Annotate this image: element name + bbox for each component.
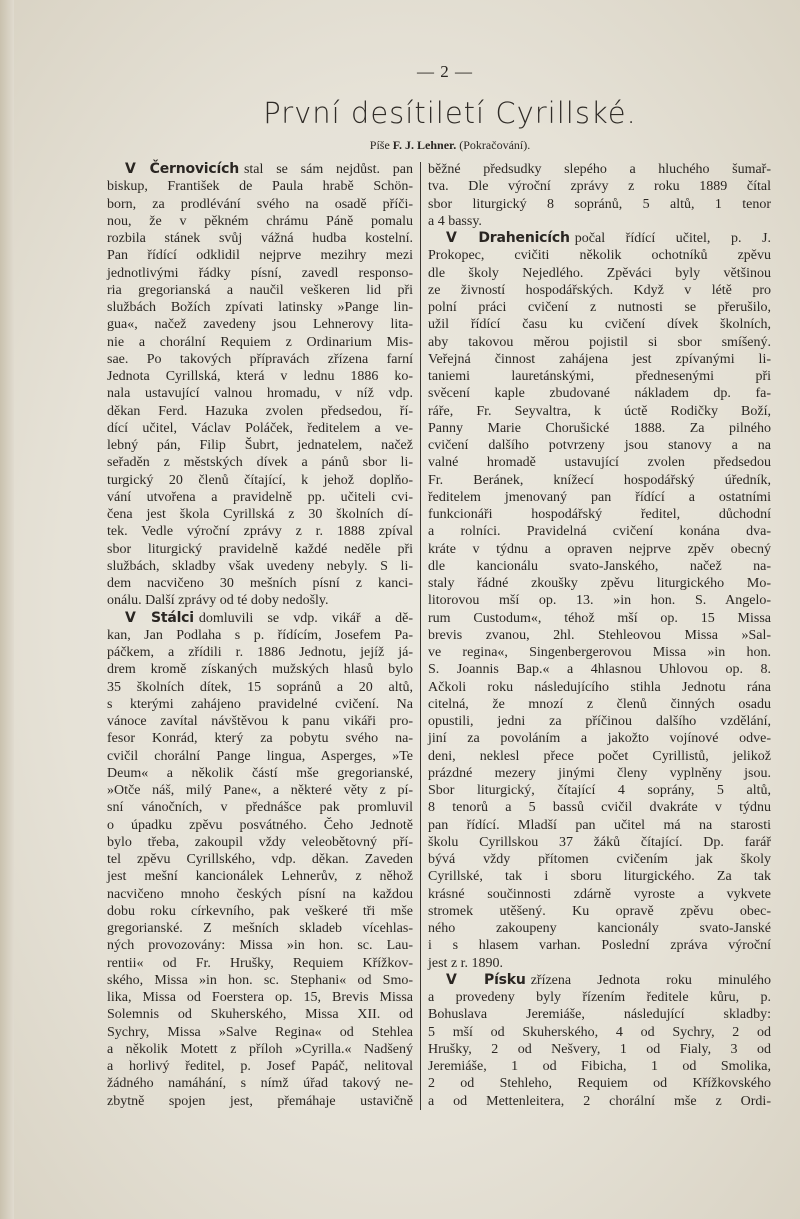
text-line: [428, 817, 771, 834]
text-line: [428, 610, 771, 627]
text-line: [107, 316, 413, 333]
text-line: [107, 213, 413, 230]
text-line: [107, 730, 413, 747]
text-line: [107, 868, 413, 885]
line-text: kan, Jan Podlaha s p. řídícím, Josefem Pa-: [107, 627, 413, 643]
line-text: born, za prodlévání svého na osadě příči-: [107, 196, 413, 212]
page-number: — 2 —: [417, 62, 473, 81]
line-text: brevis zvanou, 2hl. Stehleovou Missa »Sal-: [428, 627, 771, 643]
line-text: rum Custodum«, téhož mší op. 15 Missa: [428, 610, 771, 626]
text-line: [428, 730, 771, 747]
line-text: zřízena Jednota roku minulého: [530, 972, 772, 988]
text-line: [107, 748, 413, 765]
text-line: [428, 213, 771, 230]
line-text: fesor Konrád, který za pobytu svého na-: [107, 731, 413, 747]
line-text: nala ustavující valnou hromadu, v níž vdp.: [107, 386, 413, 402]
text-line: [107, 454, 413, 471]
line-text: tva. Dle výroční zprávy z roku 1889 čítal: [428, 179, 771, 195]
text-line: [428, 748, 771, 765]
line-text: Deum« a několik částí mše gregorianské,: [107, 765, 413, 781]
line-text: ve regina«, Singenbergerovou Missa »in hon.: [428, 645, 771, 660]
text-line: [428, 679, 771, 696]
text-line: [428, 316, 771, 333]
line-text: ze živností hospodářských. Když v létě pro: [428, 282, 771, 298]
line-text: sní vánočních, v přednášce pak promluvil: [107, 800, 413, 816]
line-text: čena jest škola Cyrillská z 30 školních dí-: [107, 507, 413, 522]
text-line: [107, 196, 413, 213]
text-line: [428, 1075, 771, 1092]
line-text: vání utvořena a pravidelně pp. učiteli cvi-: [107, 489, 413, 505]
text-line: [428, 454, 771, 471]
text-line: [107, 592, 413, 609]
text-line: [107, 506, 413, 523]
text-line: [107, 696, 413, 713]
text-line: [107, 920, 413, 937]
line-text: počal řídící učitel, p. J.: [574, 231, 771, 246]
line-text: dem nacvičeno 30 mešních písní z kanci-: [107, 576, 413, 591]
text-line: [107, 472, 413, 489]
line-text: nacvičeno mnoho českých písní na každou: [107, 886, 413, 902]
line-text: svěcení kaple zbudované nákladem dp. fa-: [428, 386, 771, 402]
text-line: [428, 627, 771, 644]
text-line: [107, 385, 413, 402]
line-text: Hrušky, 2 od Nešvery, 1 od Fialy, 3 od: [428, 1041, 771, 1057]
text-line: [107, 627, 413, 644]
line-text: tel zpěvu Cyrillského, vdp. děkan. Zaveden: [107, 852, 413, 867]
text-line: [107, 765, 413, 782]
line-text: sbor liturgický pravidelně každé neděle při: [107, 541, 413, 557]
paragraph-lead-place: V Stálci: [125, 609, 194, 626]
line-text: páčkem, a zřídili r. 1886 Jednotu, jejíž já-: [107, 645, 413, 660]
text-line: [107, 230, 413, 247]
line-text: zbytně spojen jest, přemáhaje ustavičně: [107, 1093, 413, 1109]
line-text: o úpadku zpěvu posvátného. Čeho Jednotě: [107, 817, 413, 833]
line-text: běžné předsudky slepého a hluchého šumař-: [428, 162, 771, 177]
paragraph: [428, 230, 771, 972]
text-line: [428, 178, 771, 195]
text-line: [428, 868, 771, 885]
line-text: lika, Missa od Foerstera op. 15, Brevis Missa: [107, 990, 413, 1005]
text-line: [428, 161, 771, 178]
text-line: [428, 799, 771, 816]
text-line: [428, 955, 771, 972]
line-text: děkan Ferd. Hazuka zvolen předsedou, ří-: [107, 403, 413, 419]
byline-prefix: Píše: [369, 138, 390, 152]
left-column: [107, 161, 413, 1110]
page-edge-shadow: [0, 0, 14, 1219]
line-text: dle školy Nejedlého. Zpěváci byly většinou: [428, 265, 771, 281]
line-text: aby takovou měrou pojistil si sbor smíšený.: [428, 334, 771, 350]
line-text: a 4 bassy.: [428, 213, 482, 229]
text-line: [428, 782, 771, 799]
text-line: [428, 851, 771, 868]
text-line: [107, 1093, 413, 1110]
paragraph-lead-place: V Černovicích: [125, 161, 239, 177]
line-text: a horlivý ředitel, p. Josef Papáč, nelitoval: [107, 1059, 413, 1074]
line-text: a rolníci. Pravidelná cvičení konána dva-: [428, 524, 771, 540]
text-line: [107, 1024, 413, 1041]
line-text: i s hlasem varhan. Poslední zpráva výroční: [428, 938, 771, 954]
line-text: jest mešní kancionálek Lehnerův, z něhož: [107, 869, 413, 885]
text-line: [428, 541, 771, 558]
byline-author: F. J. Lehner.: [392, 138, 457, 152]
text-line: [107, 989, 413, 1006]
text-line: [107, 886, 413, 903]
line-text: Solemnis od Skuherského, Missa XII. od: [107, 1007, 413, 1023]
text-line: [428, 696, 771, 713]
line-text: žádného namáhání, s nímž úřad takový ne-: [107, 1076, 413, 1092]
text-line: [428, 299, 771, 316]
text-line: [428, 437, 771, 454]
text-line: [107, 541, 413, 558]
text-line: [107, 368, 413, 385]
line-text: polní práci cvičení z nutnosti se přerušilo,: [428, 300, 771, 315]
text-line: [107, 1041, 413, 1058]
text-line: [107, 1075, 413, 1092]
line-text: 35 školních dítek, 15 sopránů a 20 altů,: [107, 679, 413, 695]
line-text: ského, Missa »in hon. sc. Stephani« od Smo-: [107, 972, 413, 988]
text-line: [428, 713, 771, 730]
line-text: sbor liturgický 8 sopránů, 5 altů, 1 tenor: [428, 196, 771, 212]
line-text: drem kromě získaných mužských hlasů bylo: [107, 662, 413, 678]
line-text: gua«, načež zavedeny jsou Lehnerovy lita-: [107, 317, 413, 333]
line-text: Panny Marie Chorušické 1888. Za pilného: [428, 420, 771, 436]
line-text: rentii« od Fr. Hrušky, Requiem Křížkov-: [107, 955, 413, 971]
text-line: [428, 523, 771, 540]
line-text: a od Mettenleitera, 2 chorální mše z Ordi-: [428, 1093, 771, 1109]
text-line: [428, 472, 771, 489]
line-text: bylo třeba, zakoupil vždy veleobětovný pří-: [107, 834, 413, 850]
line-text: ředitelem jmenovaný pan řídící a ostatními: [428, 489, 771, 505]
text-line: [428, 196, 771, 213]
byline: [0, 138, 800, 153]
line-text: krásné součinnosti zdárně vyroste a vykvete: [428, 886, 771, 902]
line-text: a provedeny byly řízením ředitele kůru, p.: [428, 990, 771, 1005]
line-text: S. Joannis Bap.« a 4hlasnou Uhlovou op. 8.: [428, 662, 771, 678]
line-text: ného zakoupeny kancionály svato-Janské: [428, 921, 771, 936]
paragraph-lead-place: V Drahenicích: [446, 230, 570, 246]
line-text: jednotlivými řádky písní, zavedl responso-: [107, 265, 413, 281]
line-text: Bohuslava Jeremiáše, následující skladby:: [428, 1007, 771, 1023]
text-line: [428, 489, 771, 506]
text-line: [428, 834, 771, 851]
text-line: [107, 713, 413, 730]
line-text: funkcionáři hospodářský ředitel, důchodní: [428, 507, 771, 522]
text-line: [107, 523, 413, 540]
text-line: [107, 282, 413, 299]
text-line: [428, 1058, 771, 1075]
article-title: První desítiletí Cyrillské.: [263, 96, 637, 130]
line-text: prázdné mezery jinými členy vyplněny jsou.: [428, 765, 771, 781]
line-text: citelná, že mnozí z členů činných osadu: [428, 696, 771, 712]
line-text: Pan řídící odklidil nejprve mezihry mezi: [107, 248, 413, 264]
line-text: ria gregorianská a naučil veškeren lid při: [107, 282, 413, 298]
text-line: [107, 1058, 413, 1075]
line-text: stal se sám nejdůst. pan: [243, 162, 414, 177]
text-line: [107, 903, 413, 920]
line-text: stromek utěšený. Ku opravě zpěvu obec-: [428, 903, 771, 919]
line-text: dobu roku církevního, pak veškeré tři mše: [107, 903, 413, 919]
text-line: [107, 299, 413, 316]
line-text: rozbila stánek svůj vážná hudba kostelní.: [107, 231, 413, 246]
text-line: [107, 420, 413, 437]
line-text: Fr. Beránek, knížecí hospodářský úředník,: [428, 472, 771, 488]
line-text: ných provozovány: Missa »in hon. sc. Lau-: [107, 938, 413, 954]
text-line: [107, 265, 413, 282]
text-line: [428, 368, 771, 385]
text-line: [107, 558, 413, 575]
line-text: domluvili se vdp. vikář a dě-: [198, 610, 414, 626]
line-text: Veřejná činnost zahájena jest zpívanými li-: [428, 351, 771, 367]
text-line: [107, 351, 413, 368]
text-line: [428, 265, 771, 282]
text-line: [428, 937, 771, 954]
line-text: službách, skladby však uvedeny nebyly. S li-: [107, 558, 413, 574]
text-line: [107, 679, 413, 696]
paragraph-lead-place: V Písku: [446, 971, 526, 988]
text-line: [428, 886, 771, 903]
text-line: [428, 1093, 771, 1110]
text-line: [107, 661, 413, 678]
line-text: taniemi lauretánskými, přednesenými při: [428, 369, 771, 384]
text-line: [428, 920, 771, 937]
line-text: gregorianské. Z mešních skladeb vícehlas-: [107, 921, 413, 936]
text-line: [428, 575, 771, 592]
text-line: [428, 903, 771, 920]
text-line: [428, 558, 771, 575]
text-line: [107, 955, 413, 972]
text-line: [428, 385, 771, 402]
text-line: [428, 282, 771, 299]
text-line: [428, 506, 771, 523]
line-text: Sychry, Missa »Salve Regina« od Stehlea: [107, 1024, 413, 1040]
text-line: [107, 1006, 413, 1023]
line-text: bývá vždy přítomen cvičením jak školy: [428, 852, 771, 867]
line-text: nie a chorální Requiem z Ordinarium Mis-: [107, 334, 413, 350]
line-text: cvičil chorální Pange lingua, Asperges, »Te: [107, 748, 413, 764]
line-text: dící učitel, Václav Poláček, ředitelem a ve-: [107, 420, 413, 436]
text-line: [428, 1024, 771, 1041]
column-divider: [420, 162, 421, 1110]
line-text: jest z r. 1890.: [428, 955, 504, 971]
text-line: [107, 178, 413, 195]
text-line: [107, 489, 413, 506]
text-line: [107, 851, 413, 868]
text-line: [428, 420, 771, 437]
text-line: [107, 834, 413, 851]
text-line: [107, 972, 413, 989]
text-line: [428, 644, 771, 661]
line-text: opustili, jedni za příčinou dalšího vzdělání,: [428, 714, 771, 729]
line-text: Cyrillské, tak i sboru liturgického. Za tak: [428, 869, 771, 885]
text-line: [107, 817, 413, 834]
paragraph: [107, 161, 413, 610]
line-text: dle kancionálu svato-Janského, načež na-: [428, 558, 771, 574]
line-text: a několik Motett z příloh »Cyrilla.« Nadšený: [107, 1041, 413, 1057]
line-text: cvičení dalšího potvrzeny jsou stanovy a na: [428, 438, 771, 453]
text-line: [428, 247, 771, 264]
paragraph: [428, 161, 771, 230]
text-line: [107, 161, 413, 178]
text-line: [107, 799, 413, 816]
text-line: [107, 403, 413, 420]
line-text: jiní za povoláním a jakožto vojínové odve-: [428, 731, 771, 747]
line-text: sae. Po takových přípravách zřízena farní: [107, 351, 413, 367]
text-line: [428, 661, 771, 678]
text-line: [428, 1041, 771, 1058]
text-line: [428, 1006, 771, 1023]
line-text: valné hromadě ustavující zvolen předsedou: [428, 455, 771, 471]
line-text: Ačkoli roku následujícího stihla Jednotu rána: [428, 679, 771, 695]
line-text: Jednota Cyrillská, která v lednu 1886 ko-: [107, 369, 413, 384]
text-line: [107, 937, 413, 954]
line-text: ráře, Fr. Seyvaltra, k úctě Rodičky Boží,: [428, 403, 771, 419]
line-text: litorovou mší op. 13. »in hon. S. Angelo-: [428, 593, 771, 609]
text-line: [107, 247, 413, 264]
text-line: [107, 610, 413, 627]
text-line: [428, 592, 771, 609]
text-line: [428, 351, 771, 368]
line-text: školu Cyrillskou 37 žáků čítající. Dp. farář: [428, 834, 771, 850]
text-line: [428, 972, 771, 989]
line-text: službách Božích zpívati latinsky »Pange lin-: [107, 300, 413, 315]
line-text: pan řídící. Mladší pan učitel má na starosti: [428, 817, 771, 833]
line-text: 8 tenorů a 5 bassů cvičil dvakráte v týdnu: [428, 800, 771, 816]
line-text: biskup, František de Paula hrabě Schön-: [107, 179, 413, 195]
text-line: [107, 575, 413, 592]
line-text: 2 od Stehleho, Requiem od Křížkovského: [428, 1076, 771, 1092]
line-text: užil řídící času ku cvičení dívek školních,: [428, 317, 771, 333]
line-text: s kterými zahájeno pravidelné cvičení. Na: [107, 696, 413, 712]
text-line: [428, 334, 771, 351]
line-text: deni, neklesl přece počet Cyrillistů, jelikož: [428, 748, 771, 764]
right-column: [428, 161, 771, 1110]
text-line: [428, 230, 771, 247]
line-text: staly řádné zkoušky zpěvu liturgického Mo-: [428, 576, 771, 591]
line-text: tek. Vedle výroční zprávy z r. 1888 zpíval: [107, 524, 413, 540]
byline-note: (Pokračování).: [459, 138, 531, 152]
line-text: Jeremiáše, 1 od Fibicha, 1 od Smolika,: [428, 1059, 771, 1074]
text-line: [428, 989, 771, 1006]
text-line: [428, 765, 771, 782]
line-text: turgický 20 členů čítající, k jehož doplňo-: [107, 472, 413, 488]
line-text: kráte v týdnu a opraven nejprve zpěv obecný: [428, 541, 771, 557]
line-text: lebný pán, Filip Šubrt, jednatelem, načež: [107, 438, 413, 453]
line-text: Sbor liturgický, čítající 4 soprány, 5 altů,: [428, 783, 771, 798]
text-line: [107, 782, 413, 799]
line-text: vánoce zavítal návštěvou k panu vikáři pro-: [107, 714, 413, 729]
paragraph: [428, 972, 771, 1110]
text-line: [428, 403, 771, 420]
text-line: [107, 437, 413, 454]
paragraph: [107, 610, 413, 1110]
text-line: [107, 644, 413, 661]
line-text: Prokopec, cvičiti několik ochotníků zpěvu: [428, 248, 771, 264]
line-text: nou, že v pěkném chrámu Páně pomalu: [107, 213, 413, 229]
text-line: [107, 334, 413, 351]
line-text: »Otče náš, milý Pane«, a některé věty z pí-: [107, 783, 413, 798]
line-text: 5 mší od Skuherského, 4 od Sychry, 2 od: [428, 1024, 771, 1040]
line-text: onálu. Další zprávy od té doby nedošly.: [107, 593, 329, 609]
line-text: seřaděn z městských dívek a pánů sbor li-: [107, 455, 413, 471]
